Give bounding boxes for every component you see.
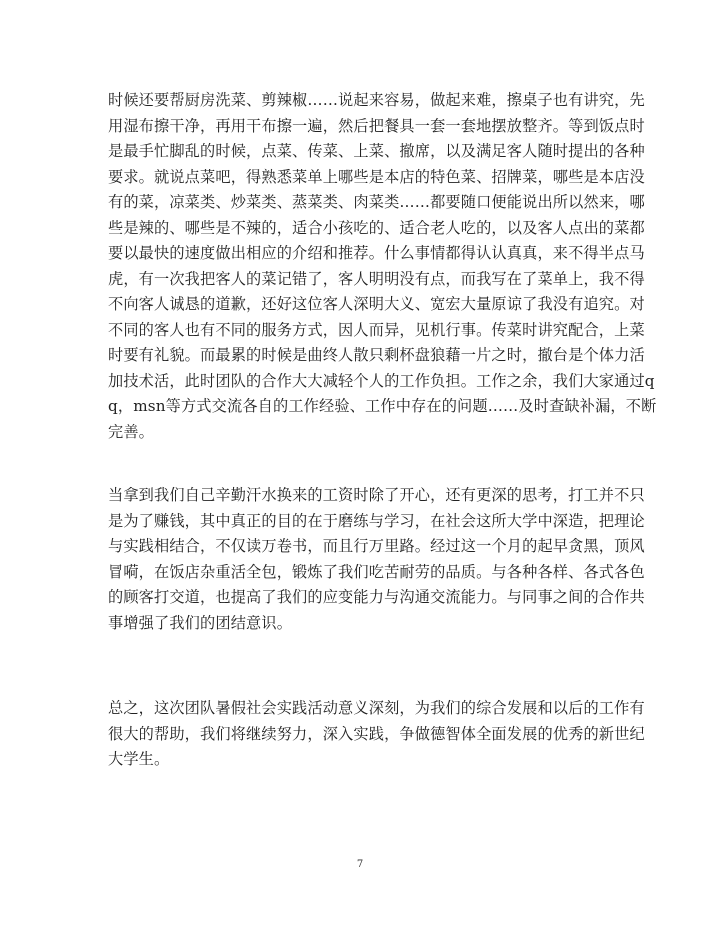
text-line: 完善。 [108, 422, 155, 441]
text-line: 当拿到我们自己辛勤汗水换来的工资时除了开心，还有更深的思考，打工并不只 [108, 486, 645, 504]
text-line: 冒嗬，在饭店杂重活全包，锻炼了我们吃苦耐劳的品质。与各种各样、各式各色 [108, 562, 645, 581]
text-line: 虎，有一次我把客人的菜记错了，客人明明没有点，而我写在了菜单上，我不得 [108, 269, 645, 288]
text-line: 与实践相结合，不仅读万卷书，而且行万里路。经过这一个月的起早贪黑，顶风 [108, 537, 645, 555]
text-line: 是为了赚钱，其中真正的目的在于磨练与学习，在社会这所大学中深造，把理论 [108, 511, 645, 530]
text-line: 要以最快的速度做出相应的介绍和推荐。什么事情都得认认真真，来不得半点马 [108, 244, 645, 262]
page-number: 7 [356, 859, 364, 870]
text-line: 总之，这次团队暑假社会实践活动意义深刻，为我们的综合发展和以后的工作有 [108, 699, 645, 717]
text-line: 用湿布擦干净，再用干布擦一遍，然后把餐具一套一套地摆放整齐。等到饭点时 [108, 116, 645, 135]
text-line: 时候还要帮厨房洗菜、剪辣椒……说起来容易，做起来难，擦桌子也有讲究，先 [108, 91, 645, 109]
text-line: 不同的客人也有不同的服务方式，因人而异，见机行事。传菜时讲究配合，上菜 [108, 320, 645, 339]
text-line: 是最手忙脚乱的时候，点菜、传菜、上菜、撤席，以及满足客人随时提出的各种 [108, 142, 645, 160]
text-line: 大学生。 [108, 750, 170, 768]
text-line: q，msn等方式交流各自的工作经验、工作中存在的问题……及时查缺补漏，不断 [108, 397, 657, 415]
paragraph-reflection [108, 483, 645, 636]
text-line: 事增强了我们的团结意识。 [108, 613, 293, 632]
text-line: 的顾客打交道，也提高了我们的应变能力与沟通交流能力。与同事之间的合作共 [108, 588, 645, 606]
text-line: 加技术活，此时团队的合作大大减轻个人的工作负担。工作之余，我们大家通过q [108, 371, 655, 390]
text-line: 要求。就说点菜吧，得熟悉菜单上哪些是本店的特色菜、招牌菜，哪些是本店没 [108, 167, 645, 186]
paragraph-restaurant-work [108, 88, 657, 445]
paragraph-conclusion [108, 696, 645, 773]
text-line: 有的菜，凉菜类、炒菜类、蒸菜类、肉菜类……都要随口便能说出所以然来，哪 [108, 193, 645, 211]
text-line: 些是辣的、哪些是不辣的，适合小孩吃的、适合老人吃的，以及客人点出的菜都 [108, 218, 645, 237]
text-line: 不向客人诚恳的道歉，还好这位客人深明大义、宽宏大量原谅了我没有追究。对 [108, 295, 645, 313]
text-line: 很大的帮助，我们将继续努力，深入实践，争做德智体全面发展的优秀的新世纪 [108, 724, 645, 743]
text-line: 时要有礼貌。而最累的时候是曲终人散只剩杯盘狼藉一片之时，撤台是个体力活 [108, 346, 645, 364]
